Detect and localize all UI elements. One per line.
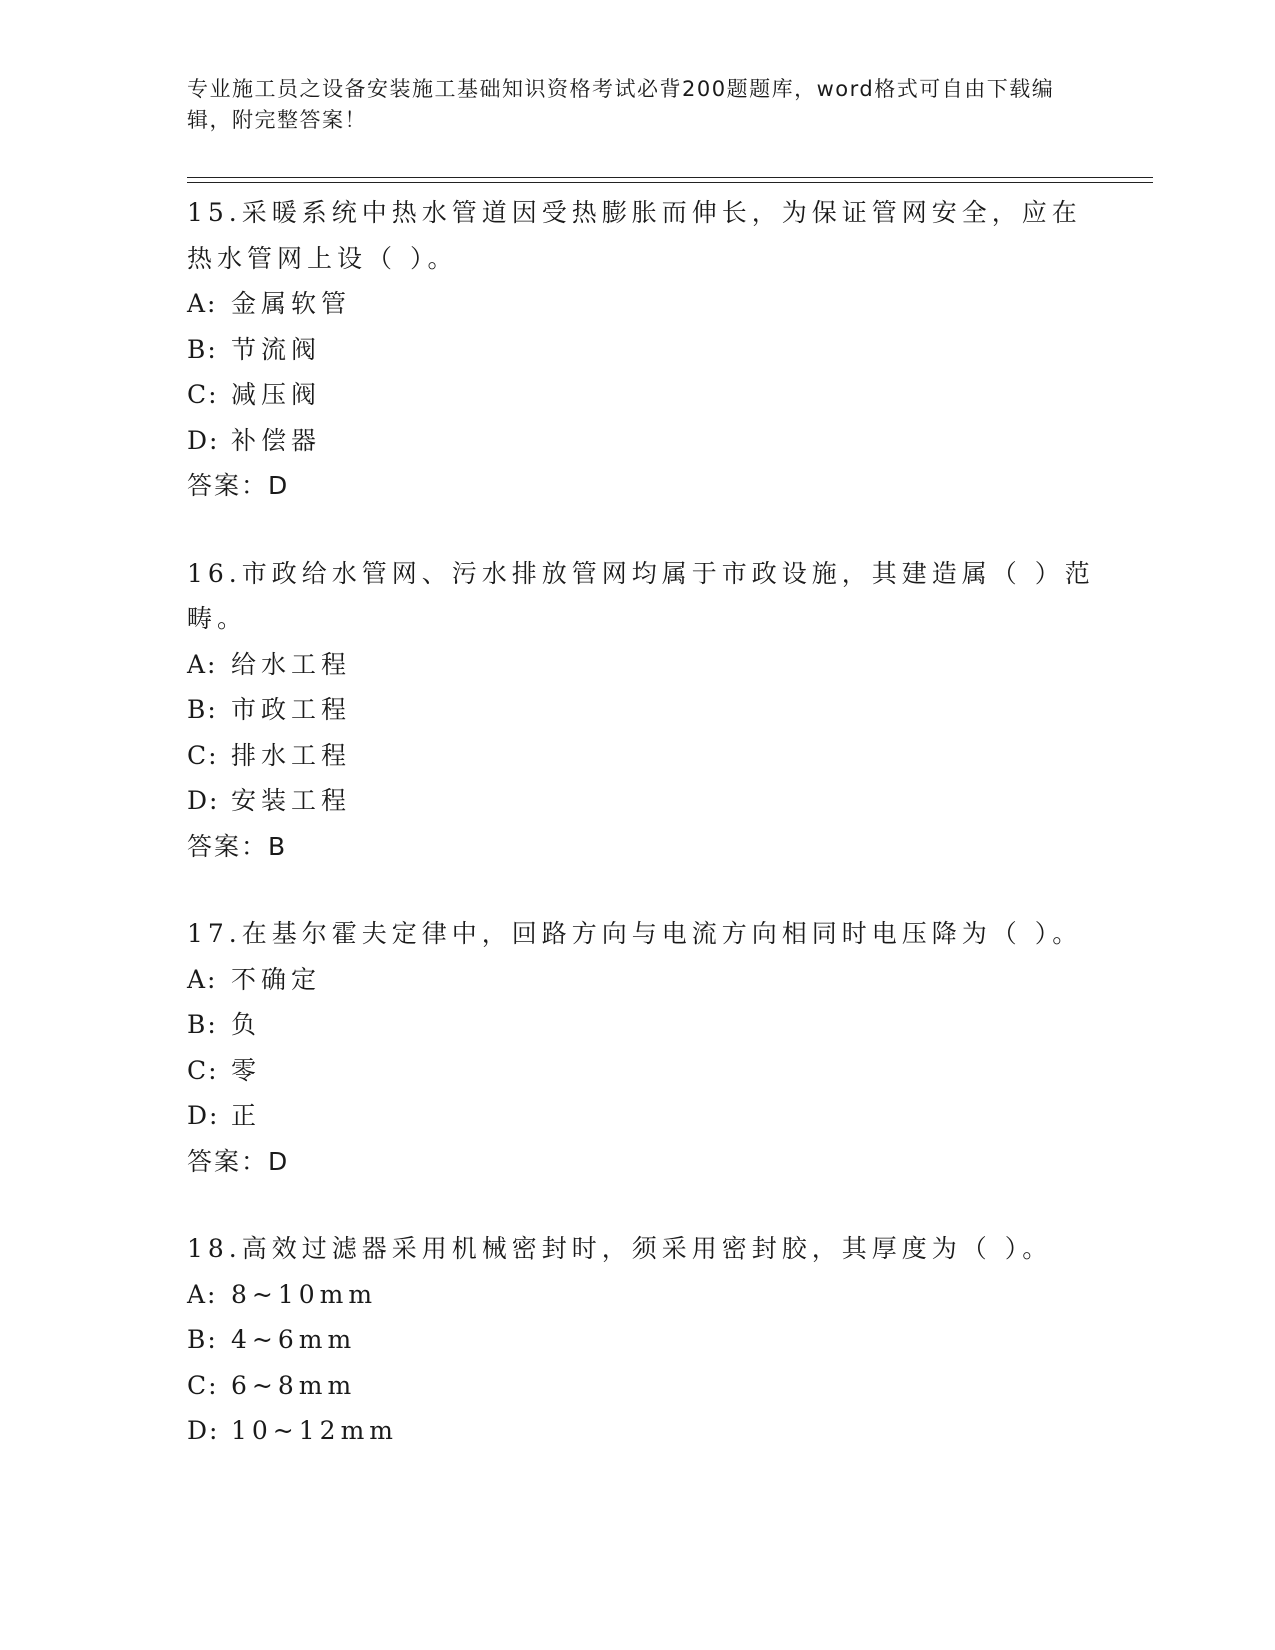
option-a bbox=[187, 957, 1107, 1003]
option-key: A: bbox=[187, 289, 218, 318]
option-c bbox=[187, 733, 1107, 779]
option-text: 减压阀 bbox=[231, 380, 322, 409]
option-text: 零 bbox=[231, 1055, 262, 1085]
option-text: 给水工程 bbox=[231, 649, 352, 679]
option-key: D: bbox=[187, 786, 220, 815]
option-text: 8~10mm bbox=[231, 1279, 378, 1309]
option-key: A: bbox=[187, 1279, 218, 1309]
question-stem: 18.高效过滤器采用机械密封时，须采用密封胶，其厚度为（ ）。 bbox=[187, 1234, 1053, 1263]
option-text: 不确定 bbox=[231, 964, 322, 994]
option-key: A: bbox=[187, 964, 218, 994]
option-key: C: bbox=[187, 380, 219, 409]
option-key: D: bbox=[187, 1416, 220, 1445]
question-stem: 15.采暖系统中热水管道因受热膨胀而伸长，为保证管网安全，应在热水管网上设（ ）。 bbox=[187, 198, 1082, 273]
answer-label: 答案：B bbox=[187, 831, 288, 861]
option-a bbox=[187, 1272, 1107, 1318]
option-key: C: bbox=[187, 1055, 219, 1085]
option-text: 节流阀 bbox=[231, 334, 322, 364]
option-c bbox=[187, 1363, 1107, 1409]
option-d bbox=[187, 778, 1107, 824]
option-text: 4~6mm bbox=[231, 1325, 357, 1354]
document-title: 专业施工员之设备安装施工基础知识资格考试必背200题题库，word格式可自由下载编辑，附完整答案！ bbox=[187, 77, 1055, 132]
option-key: B: bbox=[187, 695, 218, 724]
option-text: 补偿器 bbox=[231, 425, 322, 455]
question-stem: 17.在基尔霍夫定律中，回路方向与电流方向相同时电压降为（ ）。 bbox=[187, 919, 1083, 948]
question-item bbox=[187, 1226, 1107, 1454]
header-divider-bottom bbox=[187, 182, 1153, 183]
answer-label: 答案：D bbox=[187, 471, 290, 500]
option-key: D: bbox=[187, 1101, 220, 1130]
question-item bbox=[187, 911, 1107, 1184]
option-b bbox=[187, 687, 1107, 733]
option-b bbox=[187, 1002, 1107, 1048]
option-text: 排水工程 bbox=[231, 740, 352, 770]
option-key: B: bbox=[187, 1010, 218, 1039]
option-text: 6~8mm bbox=[231, 1370, 357, 1400]
option-d bbox=[187, 1093, 1107, 1139]
header-divider-top bbox=[187, 177, 1153, 178]
option-text: 市政工程 bbox=[231, 695, 352, 724]
option-key: B: bbox=[187, 1325, 218, 1354]
option-key: B: bbox=[187, 334, 218, 364]
question-stem: 16.市政给水管网、污水排放管网均属于市政设施，其建造属（ ）范畴。 bbox=[187, 558, 1095, 633]
question-item bbox=[187, 551, 1107, 870]
option-d bbox=[187, 418, 1107, 464]
option-c bbox=[187, 1048, 1107, 1094]
option-c bbox=[187, 372, 1107, 418]
option-a bbox=[187, 281, 1107, 327]
option-b bbox=[187, 327, 1107, 373]
option-text: 安装工程 bbox=[231, 786, 352, 815]
option-a bbox=[187, 642, 1107, 688]
option-d bbox=[187, 1408, 1107, 1454]
option-text: 正 bbox=[231, 1101, 262, 1130]
option-text: 金属软管 bbox=[231, 289, 352, 318]
question-list bbox=[187, 190, 1107, 1496]
option-key: C: bbox=[187, 1370, 219, 1400]
option-text: 10~12mm bbox=[231, 1416, 398, 1445]
option-b bbox=[187, 1317, 1107, 1363]
option-key: C: bbox=[187, 740, 219, 770]
question-item bbox=[187, 190, 1107, 509]
option-text: 负 bbox=[231, 1010, 262, 1039]
option-key: D: bbox=[187, 425, 220, 455]
answer-label: 答案：D bbox=[187, 1146, 290, 1176]
option-key: A: bbox=[187, 649, 218, 679]
